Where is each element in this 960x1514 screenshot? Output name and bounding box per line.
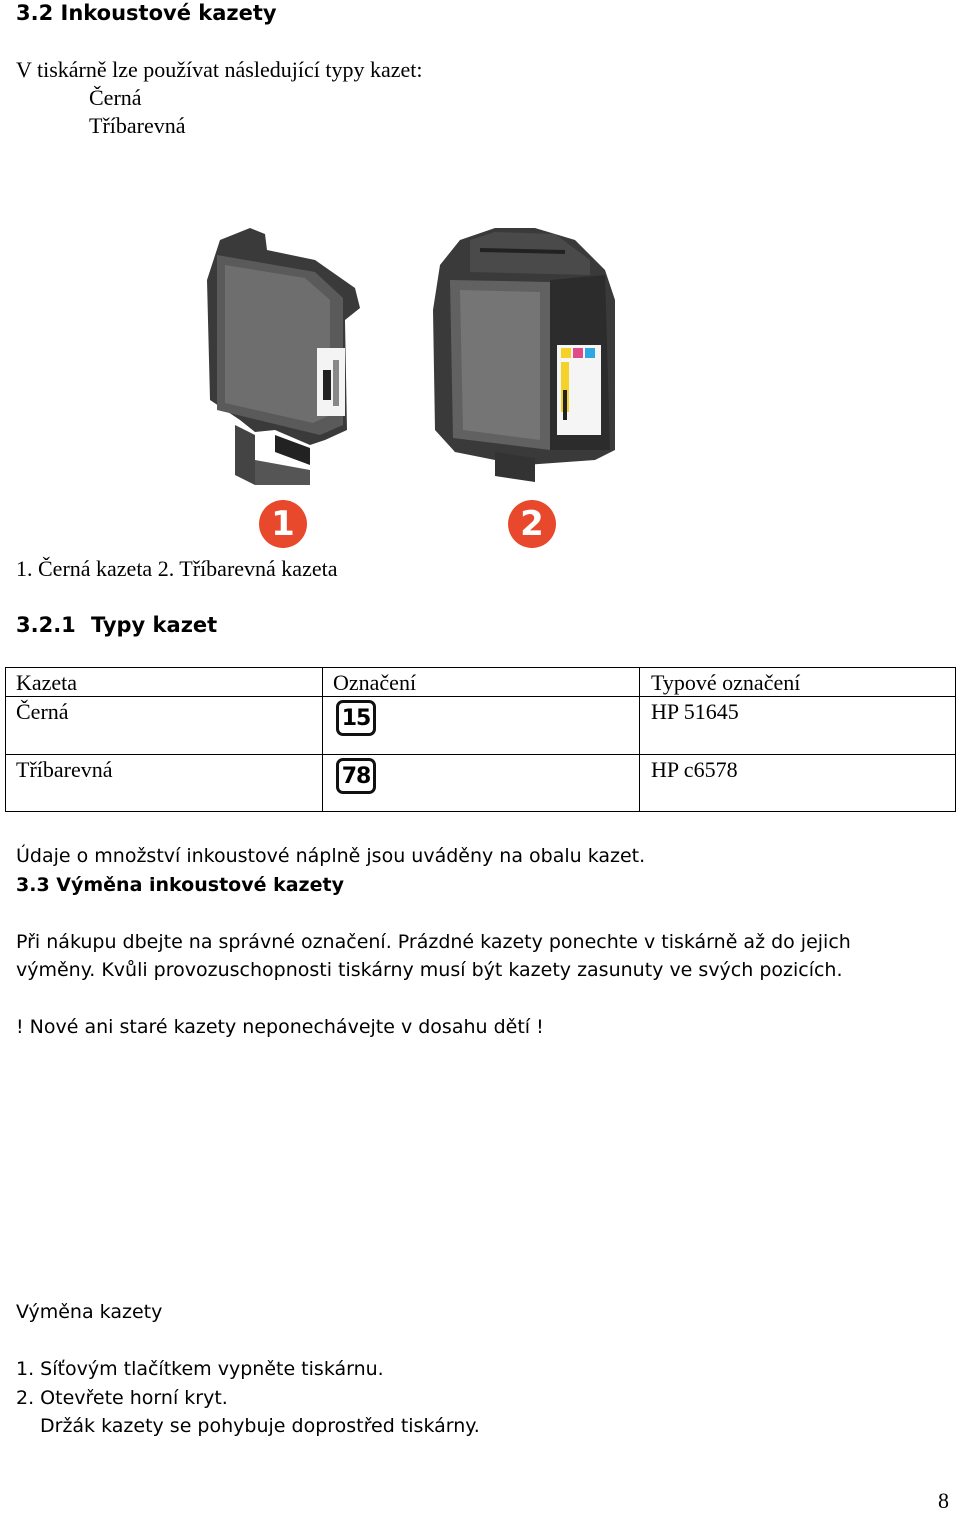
marker-2-icon: 2 xyxy=(508,500,556,548)
marker-1-icon: 1 xyxy=(259,500,307,548)
figure-caption: 1. Černá kazeta 2. Tříbarevná kazeta xyxy=(16,556,338,581)
section-number-3-2-1: 3.2.1 xyxy=(16,613,76,637)
table-header-kazeta: Kazeta xyxy=(16,670,78,695)
type-tricolor: Tříbarevná xyxy=(89,113,186,138)
tricolor-cartridge-image xyxy=(433,228,615,482)
paragraph-line-1: Při nákupu dbejte na správné označení. Prázdné kazety ponechte v tiskárně až do jejich xyxy=(16,931,851,953)
paragraph-line-2: výměny. Kvůli provozuschopnosti tiskárny musí být kazety zasunuty ve svých pozicích. xyxy=(16,959,843,981)
badge-78-icon: 78 xyxy=(336,758,376,794)
black-cartridge-image xyxy=(207,228,360,485)
table-cell-typ-black: HP 51645 xyxy=(651,699,739,724)
section-heading-3-3: 3.3 Výměna inkoustové kazety xyxy=(16,874,344,896)
type-black: Černá xyxy=(89,85,142,110)
page-number: 8 xyxy=(938,1488,949,1513)
child-safety-warning: ! Nové ani staré kazety neponechávejte v dosahu dětí ! xyxy=(16,1016,544,1038)
replacement-title: Výměna kazety xyxy=(16,1301,163,1323)
table-cell-kazeta-tricolor: Tříbarevná xyxy=(16,757,113,782)
cartridge-types-table xyxy=(5,667,956,812)
section-heading-3-2: 3.2 Inkoustové kazety xyxy=(16,1,277,25)
table-header-typove-oznaceni: Typové označení xyxy=(651,670,801,695)
step-1: 1. Síťovým tlačítkem vypněte tiskárnu. xyxy=(16,1358,384,1380)
intro-text: V tiskárně lze používat následující typy kazet: xyxy=(16,57,423,82)
table-cell-typ-tricolor: HP c6578 xyxy=(651,757,738,782)
step-2: 2. Otevřete horní kryt. xyxy=(16,1387,228,1409)
table-cell-kazeta-black: Černá xyxy=(16,699,69,724)
step-2-detail: Držák kazety se pohybuje doprostřed tiskárny. xyxy=(40,1415,480,1437)
ink-amount-note: Údaje o množství inkoustové náplně jsou uváděny na obalu kazet. xyxy=(16,845,646,867)
badge-15-icon: 15 xyxy=(336,700,376,736)
section-heading-3-2-1: Typy kazet xyxy=(91,613,218,637)
table-header-oznaceni: Označení xyxy=(333,670,417,695)
cartridges-illustration xyxy=(195,220,635,560)
